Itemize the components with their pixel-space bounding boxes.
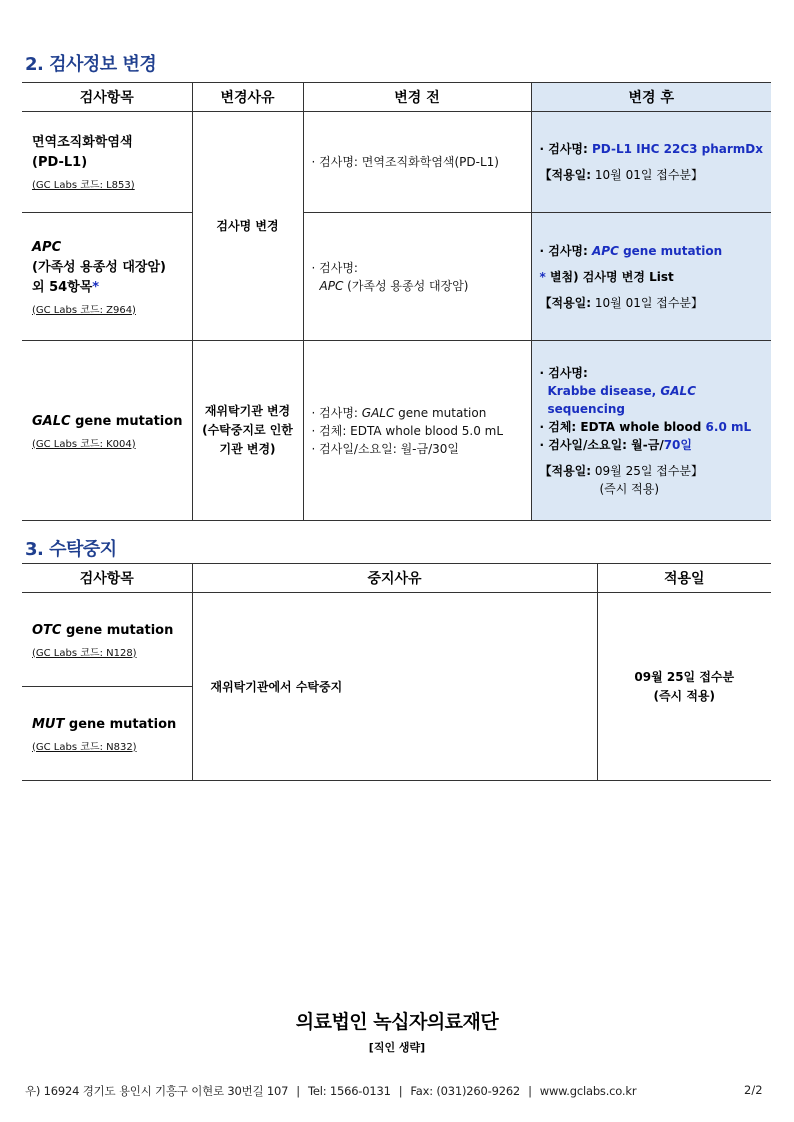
apply-date: 09월 25일 접수분】 xyxy=(591,463,704,478)
after-cell xyxy=(531,213,771,341)
before-schedule: · 검사일/소요일: 월-금/30일 xyxy=(311,441,460,456)
after-gene-name: GALC xyxy=(660,383,697,398)
after-label: · 검사명: xyxy=(539,142,592,156)
before-test-name: · 검사명: 면역조직화학염색(PD-L1) xyxy=(311,155,499,169)
header-change-reason: 변경사유 xyxy=(192,83,303,112)
change-reason: 검사명 변경 xyxy=(216,218,279,233)
test-item-name: gene mutation xyxy=(64,716,177,732)
attachment-note: 별첨) 검사명 변경 List xyxy=(545,269,674,284)
section2-title: 2. 검사정보 변경 xyxy=(25,54,157,75)
gene-name: MUT xyxy=(32,716,65,732)
after-schedule-label: · 검사일/소요일: 월-금/ xyxy=(539,437,664,452)
reason-line3: 기관 변경) xyxy=(219,442,276,456)
after-specimen-volume: 6.0 mL xyxy=(705,419,752,434)
table-row xyxy=(22,112,771,213)
footer-contact: 우) 16924 경기도 용인시 기흥구 이현로 30번길 107 | Tel: 1566-0131 | Fax: (031)260-9262 | www.gclabs.co.kr xyxy=(25,1084,637,1098)
after-label: · 검사명: xyxy=(539,243,592,258)
table-header-row xyxy=(22,83,771,112)
before-cell xyxy=(303,112,531,213)
after-label: · 검사명: xyxy=(539,365,588,380)
test-item-line2: (가족성 용종성 대장암) xyxy=(32,259,166,275)
test-item-name: gene mutation xyxy=(70,413,183,429)
apply-date-cell xyxy=(597,593,771,781)
change-reason-cell xyxy=(192,341,303,521)
before-cell xyxy=(303,213,531,341)
before-test-label: · 검사명: xyxy=(311,260,358,275)
before-test-name: gene mutation xyxy=(394,405,487,420)
test-item-name: 면역조직화학염색 xyxy=(32,135,133,150)
header-apply-date: 적용일 xyxy=(597,564,771,593)
apply-note: (즉시 적용) xyxy=(599,481,660,496)
after-cell xyxy=(531,112,771,213)
header-after: 변경 후 xyxy=(531,83,771,112)
asterisk-mark: * xyxy=(539,269,546,284)
before-test-name: (가족성 용종성 대장암) xyxy=(343,278,469,293)
table-header-row xyxy=(22,564,771,593)
asterisk-mark: * xyxy=(92,279,100,295)
footer-website-link[interactable]: www.gclabs.co.kr xyxy=(539,1084,637,1098)
after-cell xyxy=(531,341,771,521)
gene-name: GALC xyxy=(32,413,71,429)
apply-label: 【적용일: xyxy=(539,463,592,478)
reason-line2: (수탁중지로 인한 xyxy=(202,423,293,437)
before-specimen: · 검체: EDTA whole blood 5.0 mL xyxy=(311,423,504,438)
gene-name: APC xyxy=(32,239,62,255)
reason-line1: 재위탁기관 변경 xyxy=(204,404,291,418)
seal-omitted-note: [직인 생략] xyxy=(368,1041,426,1054)
footer-fax: Fax: (031)260-9262 xyxy=(410,1084,521,1098)
lab-code: (GC Labs 코드: N128) xyxy=(32,647,137,659)
apply-note: (즉시 적용) xyxy=(653,688,715,703)
table-row xyxy=(22,341,771,521)
before-gene-name: APC xyxy=(319,278,344,293)
after-gene-name: APC xyxy=(592,243,619,258)
test-info-change-table xyxy=(22,82,771,521)
apply-label: 【적용일: xyxy=(539,168,592,182)
header-stop-reason: 중지사유 xyxy=(192,564,597,593)
lab-code: (GC Labs 코드: L853) xyxy=(32,180,135,191)
after-test-name: gene mutation xyxy=(618,243,723,258)
test-item-cell xyxy=(22,112,192,213)
gene-name: OTC xyxy=(32,622,62,638)
before-gene-name: GALC xyxy=(361,405,395,420)
table-row xyxy=(22,593,771,687)
apply-date: 10월 01일 접수분】 xyxy=(591,168,704,182)
test-item-cell xyxy=(22,213,192,341)
after-specimen-label: · 검체: EDTA whole blood xyxy=(539,419,706,434)
header-before: 변경 전 xyxy=(303,83,531,112)
test-item-cell xyxy=(22,341,192,521)
test-item-sub: (PD-L1) xyxy=(32,155,88,170)
page-number: 2/2 xyxy=(744,1083,763,1097)
organization-name: 의료법인 녹십자의료재단 xyxy=(295,1011,499,1033)
apply-label: 【적용일: xyxy=(539,295,592,310)
after-test-name: PD-L1 IHC 22C3 pharmDx xyxy=(592,142,764,156)
test-item-cell xyxy=(22,593,192,687)
change-reason-cell xyxy=(192,112,303,341)
footer-address: 우) 16924 경기도 용인시 기흥구 이현로 30번길 107 xyxy=(25,1084,289,1098)
after-turnaround: 70일 xyxy=(663,437,692,452)
test-item-line3: 외 54항목 xyxy=(32,279,93,295)
header-test-item: 검사항목 xyxy=(22,83,192,112)
before-cell xyxy=(303,341,531,521)
section3-title: 3. 수탁중지 xyxy=(25,539,117,560)
stop-reason-cell xyxy=(192,593,597,781)
before-test-label: · 검사명: xyxy=(311,405,362,420)
suspension-table xyxy=(22,563,771,781)
test-item-name: gene mutation xyxy=(61,622,174,638)
table-row xyxy=(22,213,771,341)
apply-date: 10월 01일 접수분】 xyxy=(591,295,704,310)
footer-tel: Tel: 1566-0131 xyxy=(307,1084,391,1098)
after-test-name-b: sequencing xyxy=(547,401,625,416)
lab-code: (GC Labs 코드: Z964) xyxy=(32,304,136,316)
header-test-item: 검사항목 xyxy=(22,564,192,593)
lab-code: (GC Labs 코드: N832) xyxy=(32,741,137,753)
after-test-name-a: Krabbe disease, xyxy=(547,383,661,398)
stop-reason: 재위탁기관에서 수탁중지 xyxy=(210,680,343,694)
test-item-cell xyxy=(22,687,192,781)
lab-code: (GC Labs 코드: K004) xyxy=(32,438,136,450)
apply-date: 09월 25일 접수분 xyxy=(634,669,735,684)
